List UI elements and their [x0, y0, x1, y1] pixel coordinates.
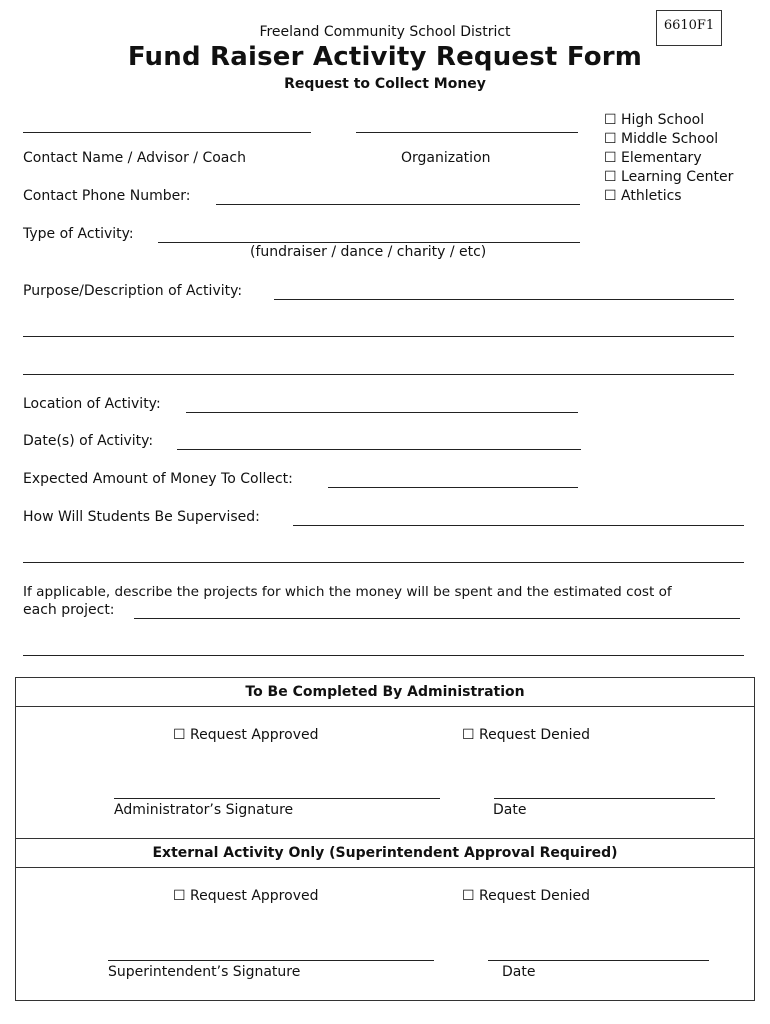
checkbox-icon: ☐	[604, 112, 617, 128]
checkbox-icon: ☐	[462, 727, 475, 743]
admin-date-line[interactable]	[494, 798, 715, 799]
divider	[16, 867, 754, 868]
checkbox-icon: ☐	[604, 169, 617, 185]
organization-label: Organization	[401, 150, 491, 166]
contact-name-label: Contact Name / Advisor / Coach	[23, 150, 246, 166]
purpose-line-3[interactable]	[23, 374, 734, 375]
school-option-athletics[interactable]	[604, 188, 682, 204]
form-title: Fund Raiser Activity Request Form	[127, 42, 643, 72]
checkbox-icon: ☐	[604, 131, 617, 147]
school-option-label: Middle School	[621, 131, 719, 147]
form-code: 6610F1	[656, 10, 722, 46]
checkbox-icon: ☐	[173, 727, 186, 743]
purpose-line-2[interactable]	[23, 336, 734, 337]
purpose-line[interactable]	[274, 299, 734, 300]
activity-type-label: Type of Activity:	[23, 226, 134, 242]
superintendent-signature-line[interactable]	[108, 960, 434, 961]
amount-line[interactable]	[328, 487, 578, 488]
checkbox-icon: ☐	[173, 888, 186, 904]
option-label: Request Denied	[479, 888, 590, 904]
form-subtitle: Request to Collect Money	[284, 76, 486, 92]
supervision-line-2[interactable]	[23, 562, 744, 563]
admin-approved-option[interactable]	[173, 727, 318, 743]
projects-line[interactable]	[134, 618, 740, 619]
option-label: Request Approved	[190, 888, 319, 904]
checkbox-icon: ☐	[604, 188, 617, 204]
dates-line[interactable]	[177, 449, 581, 450]
school-option-label: High School	[621, 112, 705, 128]
superintendent-signature-label: Superintendent’s Signature	[108, 964, 301, 980]
superintendent-date-label: Date	[502, 964, 536, 980]
option-label: Request Approved	[190, 727, 319, 743]
external-denied-option[interactable]	[462, 888, 590, 904]
purpose-label: Purpose/Description of Activity:	[23, 283, 243, 299]
amount-label: Expected Amount of Money To Collect:	[23, 471, 293, 487]
supervision-label: How Will Students Be Supervised:	[23, 509, 260, 525]
divider	[16, 706, 754, 707]
admin-denied-option[interactable]	[462, 727, 590, 743]
projects-line-2[interactable]	[23, 655, 744, 656]
activity-type-line[interactable]	[158, 242, 580, 243]
contact-name-line[interactable]	[23, 132, 311, 133]
administration-box	[15, 677, 755, 1001]
school-option-label: Athletics	[621, 188, 682, 204]
organization-line[interactable]	[356, 132, 578, 133]
external-approved-option[interactable]	[173, 888, 318, 904]
projects-label-cont: each project:	[23, 602, 115, 618]
district-name: Freeland Community School District	[259, 24, 511, 40]
location-label: Location of Activity:	[23, 396, 161, 412]
school-option-elementary[interactable]	[604, 150, 702, 166]
activity-type-hint: (fundraiser / dance / charity / etc)	[250, 244, 487, 260]
school-option-learning-center[interactable]	[604, 169, 733, 185]
school-option-high-school[interactable]	[604, 112, 704, 128]
checkbox-icon: ☐	[604, 150, 617, 166]
external-heading: External Activity Only (Superintendent Approval Required)	[152, 845, 618, 861]
school-option-middle-school[interactable]	[604, 131, 718, 147]
supervision-line[interactable]	[293, 525, 744, 526]
phone-line[interactable]	[216, 204, 580, 205]
school-option-label: Elementary	[621, 150, 702, 166]
phone-label: Contact Phone Number:	[23, 188, 191, 204]
admin-signature-line[interactable]	[114, 798, 440, 799]
divider	[16, 838, 754, 839]
admin-heading: To Be Completed By Administration	[245, 684, 525, 700]
location-line[interactable]	[186, 412, 578, 413]
checkbox-icon: ☐	[462, 888, 475, 904]
projects-label: If applicable, describe the projects for which the money will be spent and the estimated cost of	[23, 584, 672, 600]
admin-signature-label: Administrator’s Signature	[114, 802, 294, 818]
school-option-label: Learning Center	[621, 169, 734, 185]
admin-date-label: Date	[493, 802, 527, 818]
option-label: Request Denied	[479, 727, 590, 743]
dates-label: Date(s) of Activity:	[23, 433, 154, 449]
superintendent-date-line[interactable]	[488, 960, 709, 961]
